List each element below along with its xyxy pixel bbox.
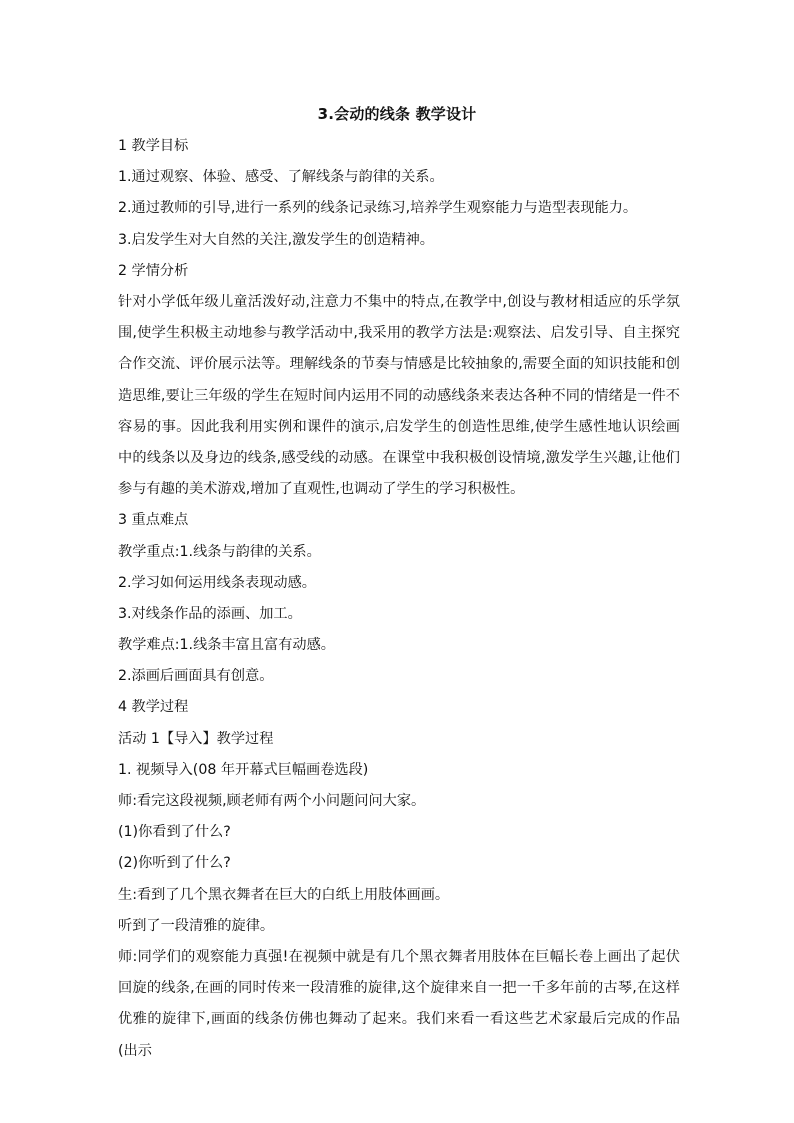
process-line: 听到了一段清雅的旋律。 <box>118 917 275 934</box>
difficulty-item: 教学难点:1.线条丰富且富有动感。 <box>118 637 335 654</box>
key-point-item: 3.对线条作品的添画、加工。 <box>118 605 302 622</box>
objective-item: 1.通过观察、体验、感受、了解线条与韵律的关系。 <box>118 169 444 186</box>
objective-item: 2.通过教师的引导,进行一系列的线条记录练习,培养学生观察能力与造型表现能力。 <box>118 200 638 217</box>
closing-paragraph: 师:同学们的观察能力真强!在视频中就是有几个黑衣舞者用肢体在巨幅长卷上画出了起伏回旋的线条,在画的同时传来一段清雅的旋律,这个旋律来自一把一千多年前的古琴,在这样优雅的旋律下,画面的线条仿佛也舞动了起来。我们来看一看这些艺术家最后完成的作品(出示 <box>118 948 680 1059</box>
section-heading-objectives: 1 教学目标 <box>118 138 189 154</box>
section-heading-analysis: 2 学情分析 <box>118 262 189 279</box>
activity-heading: 活动 1【导入】教学过程 <box>118 730 274 747</box>
section-heading-process: 4 教学过程 <box>118 699 189 716</box>
key-point-item: 2.学习如何运用线条表现动感。 <box>118 574 316 591</box>
section-heading-key-points: 3 重点难点 <box>118 512 189 529</box>
process-line: 1. 视频导入(08 年开幕式巨幅画卷选段) <box>118 761 369 778</box>
process-line: (2)你听到了什么? <box>118 855 231 872</box>
document-title: 3.会动的线条 教学设计 <box>317 105 477 123</box>
process-line: 生:看到了几个黑衣舞者在巨大的白纸上用肢体画画。 <box>118 886 450 903</box>
objective-item: 3.启发学生对大自然的关注,激发学生的创造精神。 <box>118 231 434 248</box>
difficulty-item: 2.添画后画面具有创意。 <box>118 668 274 685</box>
document-body <box>118 131 680 1067</box>
key-point-item: 教学重点:1.线条与韵律的关系。 <box>118 543 321 560</box>
process-line: (1)你看到了什么? <box>118 824 231 841</box>
process-line: 师:看完这段视频,顾老师有两个小问题问问大家。 <box>118 793 426 810</box>
analysis-paragraph: 针对小学低年级儿童活泼好动,注意力不集中的特点,在教学中,创设与教材相适应的乐学氛围,使学生积极主动地参与教学活动中,我采用的教学方法是:观察法、启发引导、自主探究合作交流、评价展示法等。理解线条的节奏与情感是比较抽象的,需要全面的知识技能和创造思维,要让三年级的学生在短时间内运用不同的动感线条来表达各种不同的情绪是一件不容易的事。因此我利用实例和课件的演示,启发学生的创造性思维,使学生感性地认识绘画中的线条以及身边的线条,感受线的动感。在课堂中我积极创设情境,激发学生兴趣,让他们参与有趣的美术游戏,增加了直观性,也调动了学生的学习积极性。 <box>118 293 680 498</box>
